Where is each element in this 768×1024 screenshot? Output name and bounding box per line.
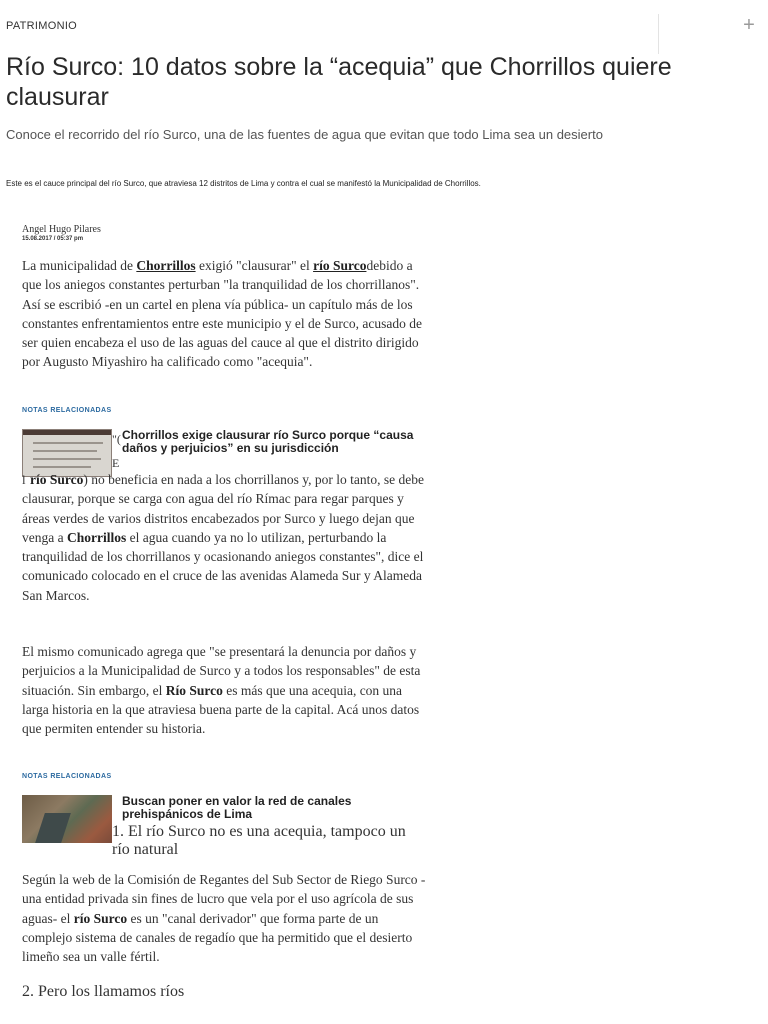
bold-term: río Surco [30,472,84,487]
related-title-1[interactable]: Chorrillos exige clausurar río Surco porque “causa daños y perjuicios” en su jurisdicción [122,428,414,455]
paragraph-text: ) no beneficia en nada a los chorrillanos y, por lo tanto, se debe clausurar, porque se carga con agua del río Rímac para regar parques y áreas verdes de varios distritos encabezados por Surco y luego dejan que venga a [22,472,425,545]
section-heading-1: 1. El río Surco no es una acequia, tampoco un río natural [112,823,406,858]
paragraph-text: El mismo comunicado agrega que "se presentará la denuncia por daños y perjuicios a la Municipalidad de Surco y a todos los responsables" de esta situación. Sin embargo, el [22,644,421,698]
dropcap-quote: "( [112,432,121,446]
header-divider [658,14,659,54]
thumb-line [33,458,101,460]
paragraph-text: es más que una acequia, con una larga historia en la que atraviesa buena parte de la capital. Acá unos datos que permiten entender su historia. [22,682,420,737]
paragraph-text: el agua cuando ya no lo utilizan, perturbando la tranquilidad de los chorrillanos y ocasionando aniegos constantes", dice el comunicado colocado en el cruce de las avenidas Alameda Sur y Alameda San Marcos. [22,529,424,603]
dropcap-fragment: l [22,472,26,487]
paragraph-3 [22,642,428,738]
article-title: Río Surco: 10 datos sobre la “acequia” que Chorrillos quiere clausurar [6,53,672,111]
thumb-water [35,813,71,843]
article-subtitle: Conoce el recorrido del río Surco, una de las fuentes de agua que evitan que todo Lima sea un desierto [6,127,603,142]
paragraph-text: exigió "clausurar" el [195,258,314,273]
paragraph-2 [22,470,428,605]
related-title-2[interactable]: Buscan poner en valor la red de canales prehispánicos de Lima [122,794,352,821]
thumb-line [33,442,103,444]
publish-date: 15.08.2017 / 05:37 pm [22,236,84,242]
image-caption: Este es el cauce principal del río Surco, que atraviesa 12 distritos de Lima y contra el cual se manifestó la Municipalidad de Chorrillos. [6,179,481,188]
author-name[interactable]: Angel Hugo Pilares [22,224,101,235]
paragraph-text: debido a que los aniegos constantes perturban "la tranquilidad de los chorrillanos". Así se escribió -en un cartel en plena vía pública- un capítulo más de los constantes enfrentamientos entre este municipio y el de Surco, acusado de ser quien encabeza el uso de las aguas del cauce al que el distrito dirigido por Augusto Miyashiro ha calificado como "acequia". [22,258,422,370]
section-kicker[interactable]: PATRIMONIO [6,20,78,32]
bold-term: río Surco [73,910,128,926]
thumb-line [33,466,91,468]
bold-term: Río Surco [165,682,223,698]
related-notes-label: NOTAS RELACIONADAS [22,773,112,780]
chorrillos-link[interactable]: Chorrillos [136,258,196,273]
section-heading-2: 2. Pero los llamamos ríos [22,983,185,1000]
plus-icon[interactable]: + [743,14,755,36]
rio-surco-link[interactable]: río Surco [313,258,367,273]
paragraph-text: es un "canal derivador" que forma parte de un complejo sistema de canales de regadío que ha permitido que el desierto limeño sea un valle fértil. [22,910,413,965]
paragraph-text: Según la web de la Comisión de Regantes del Sub Sector de Riego Surco -una entidad privada sin fines de lucro que vela por el uso agrícola de sus aguas- el [22,872,426,926]
paragraph-text: La municipalidad de [22,258,137,273]
related-notes-label: NOTAS RELACIONADAS [22,407,112,414]
related-thumbnail-2[interactable] [22,795,112,843]
thumb-line [33,450,97,452]
paragraph-4 [22,870,428,966]
paragraph-1 [22,256,428,372]
dropcap-letter: E [112,456,120,470]
bold-term: Chorrillos [66,529,127,545]
